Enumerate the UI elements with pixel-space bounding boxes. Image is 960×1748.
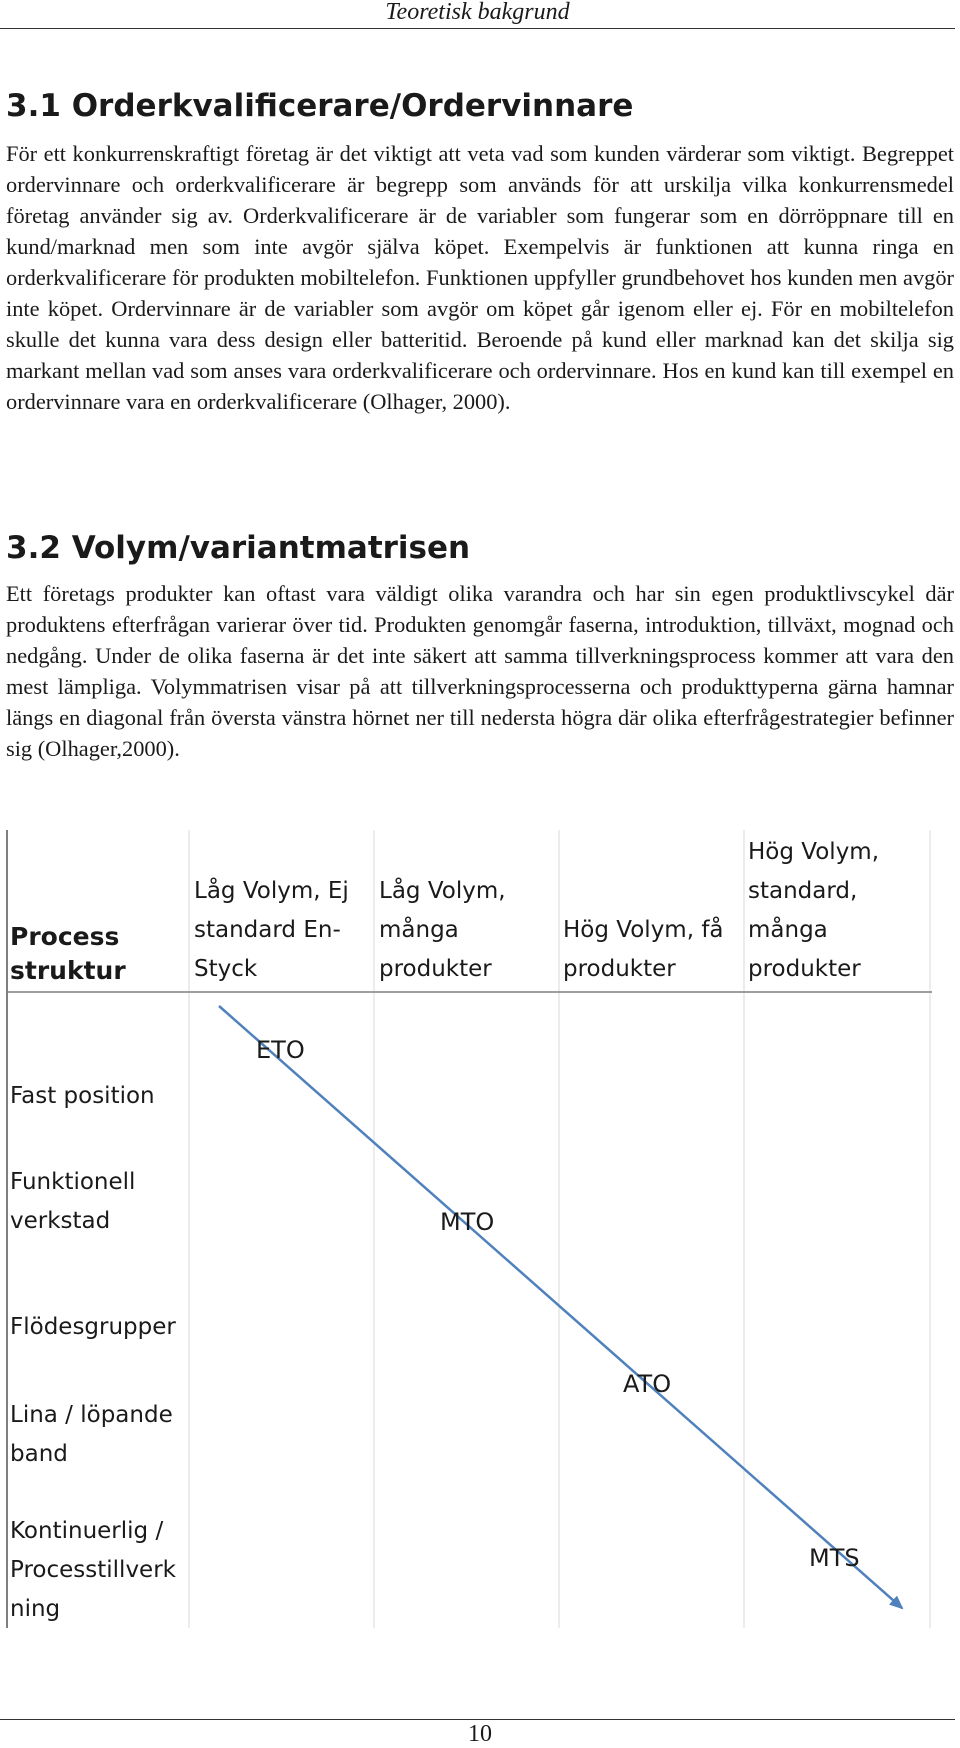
- column-header-2: Låg Volym, många produkter: [379, 878, 506, 982]
- stage-label-mto: MTO: [440, 1208, 495, 1236]
- section-heading-3-2: 3.2 Volym/variantmatrisen: [6, 530, 471, 566]
- row-label-fast-position: Fast position: [10, 1083, 155, 1109]
- matrix-corner-label: Process struktur: [10, 922, 126, 985]
- stage-label-eto: ETO: [256, 1036, 305, 1064]
- section-3-2-paragraph: Ett företags produkter kan oftast vara väldigt olika varandra och har sin egen produktlivscykel där produktens efterfrågan varierar över tid. Produkten genomgår faserna, introduktion, tillväxt, mognad och nedgång. Under de olika faserna är det inte säkert att samma tillverkningsprocess kommer att vara den mest lämpliga. Volymmatrisen visar på att tillverkningsprocesserna och produkttyperna gärna hamnar längs en diagonal från översta vänstra hörnet ner till nedersta högra där olika efterfrågestrategier befinner sig (Olhager,2000).: [6, 581, 954, 761]
- row-label-funktionell-verkstad: Funktionell verkstad: [10, 1169, 136, 1234]
- section-heading-3-1: 3.1 Orderkvalificerare/Ordervinnare: [6, 88, 634, 124]
- column-header-1: Låg Volym, Ej standard En- Styck: [194, 878, 349, 982]
- row-label-lina: Lina / löpande band: [10, 1402, 173, 1467]
- stage-label-mts: MTS: [809, 1544, 860, 1572]
- row-label-kontinuerlig: Kontinuerlig / Processtillverk ning: [10, 1518, 176, 1622]
- volume-variant-matrix: [6, 830, 932, 1628]
- stage-label-ato: ATO: [623, 1370, 672, 1398]
- running-header-title: Teoretisk bakgrund: [385, 0, 570, 25]
- diagonal-arrow: [219, 1006, 902, 1608]
- footer-divider: [0, 1719, 955, 1720]
- row-label-flodesgrupper: Flödesgrupper: [10, 1314, 176, 1340]
- column-header-3: Hög Volym, få produkter: [563, 917, 724, 982]
- page-number: 10: [468, 1721, 492, 1747]
- column-header-4: Hög Volym, standard, många produkter: [748, 839, 880, 982]
- section-3-1-paragraph: För ett konkurrenskraftigt företag är det viktigt att veta vad som kunden värderar som viktigt. Begreppet ordervinnare och orderkvalificerare är begrepp som används för att urskilja vilka konkurrensmedel företag använder sig av. Orderkvalificerare är de variabler som fungerar som en dörröppnare till en kund/marknad men som inte avgör själva köpet. Exempelvis är funktionen att kunna ringa en orderkvalificerare för produkten mobiltelefon. Funktionen uppfyller grundbehovet hos kunden men avgör inte köpet. Ordervinnare är de variabler som avgör om köpet går igenom eller ej. För en mobiltelefon skulle det kunna vara dess design eller batteritid. Beroende på kund eller marknad kan det skilja sig markant mellan vad som anses vara orderkvalificerare och ordervinnare. Hos en kund kan till exempel en ordervinnare vara en orderkvalificerare (Olhager, 2000).: [6, 141, 954, 414]
- running-header: [0, 0, 955, 29]
